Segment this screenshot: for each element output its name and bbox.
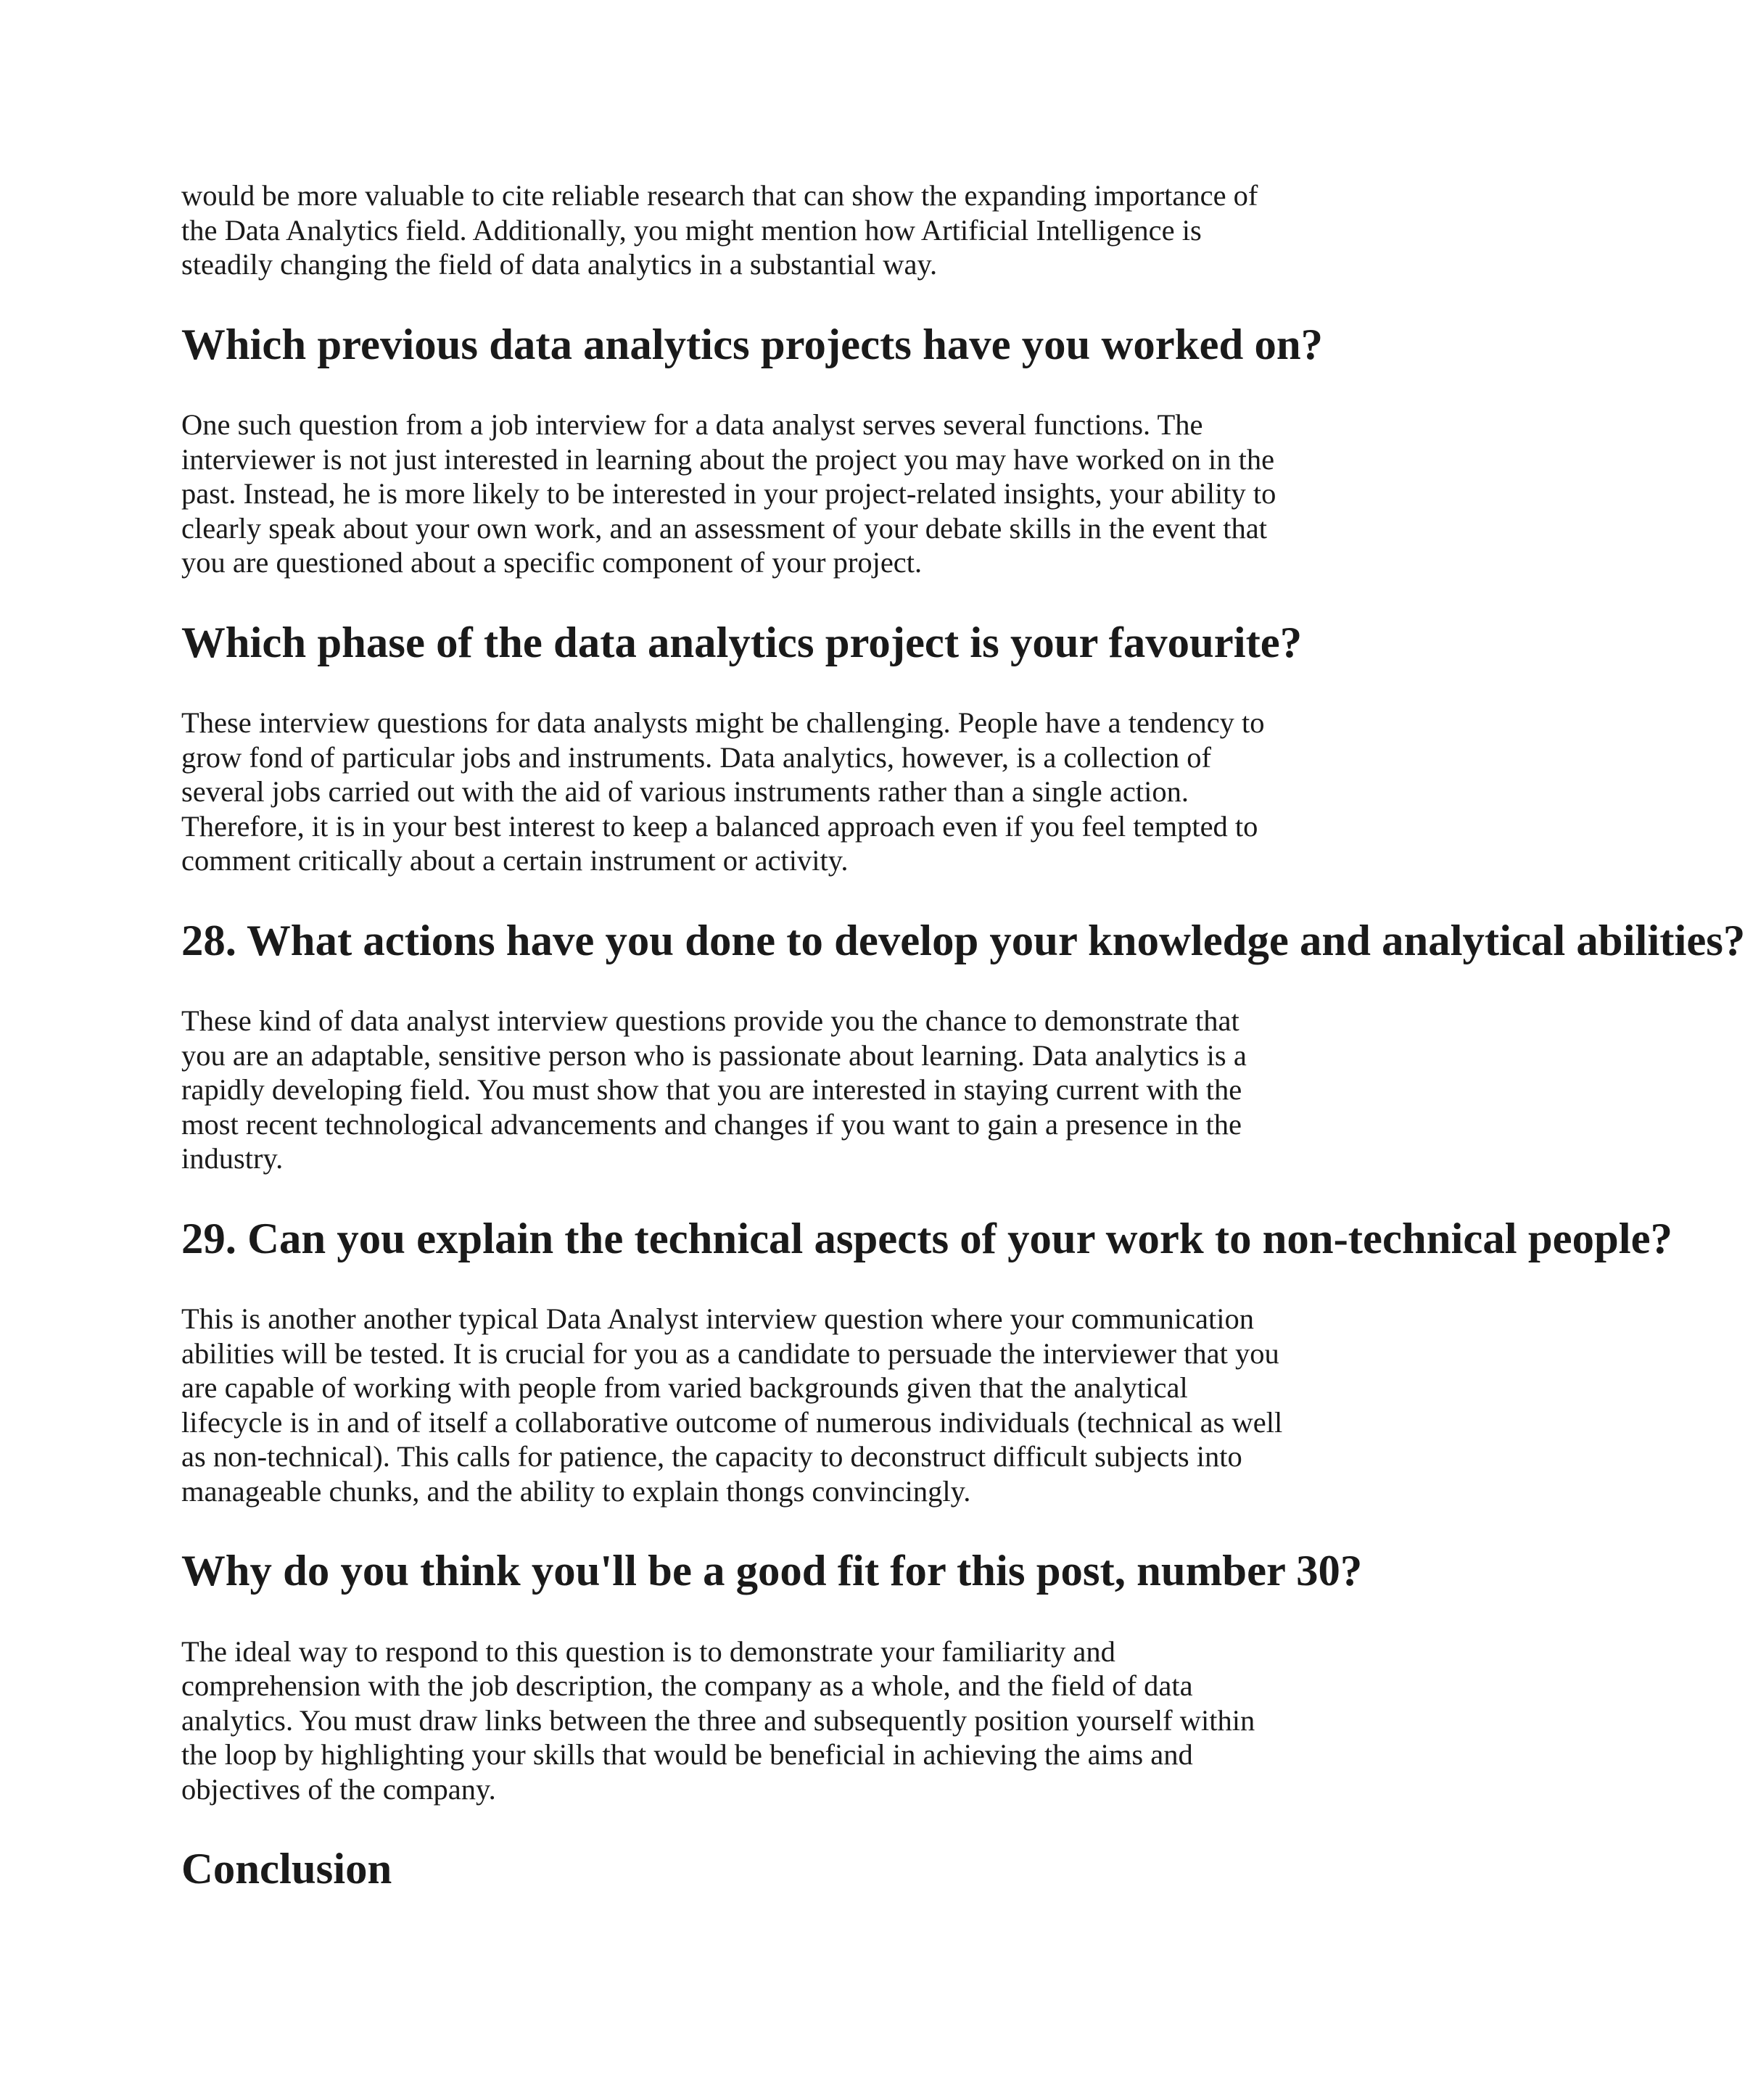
paragraph-previous-projects bbox=[181, 408, 1313, 580]
paragraph-question-29 bbox=[181, 1302, 1313, 1508]
text-line: you are an adaptable, sensitive person who is passionate about learning. Data analytics is a bbox=[181, 1038, 1247, 1072]
heading-favourite-phase bbox=[181, 618, 1313, 667]
heading-text: Which previous data analytics projects have you worked on? bbox=[181, 320, 1323, 369]
text-line: steadily changing the field of data analytics in a substantial way. bbox=[181, 248, 938, 281]
paragraph-question-30 bbox=[181, 1634, 1313, 1807]
text-line: objectives of the company. bbox=[181, 1772, 496, 1806]
text-line: you are questioned about a specific component of your project. bbox=[181, 546, 923, 579]
text-line: rapidly developing field. You must show that you are interested in staying current with the bbox=[181, 1073, 1242, 1106]
heading-text: Conclusion bbox=[181, 1845, 392, 1893]
text-line: The ideal way to respond to this question is to demonstrate your familiarity and bbox=[181, 1634, 1115, 1668]
text-line: are capable of working with people from varied backgrounds given that the analytical bbox=[181, 1371, 1188, 1404]
text-line: would be more valuable to cite reliable research that can show the expanding importance of bbox=[181, 179, 1258, 212]
text-line: This is another another typical Data Analyst interview question where your communication bbox=[181, 1302, 1254, 1335]
heading-previous-projects bbox=[181, 320, 1323, 369]
text-line: These interview questions for data analysts might be challenging. People have a tendency to bbox=[181, 706, 1265, 739]
text-line: abilities will be tested. It is crucial for you as a candidate to persuade the interviewer that you bbox=[181, 1336, 1279, 1370]
text-line: clearly speak about your own work, and an assessment of your debate skills in the event that bbox=[181, 511, 1267, 545]
text-line: comment critically about a certain instrument or activity. bbox=[181, 844, 849, 877]
heading-text: 29. Can you explain the technical aspects of your work to non-technical people? bbox=[181, 1214, 1672, 1263]
text-line: past. Instead, he is more likely to be interested in your project-related insights, your ability to bbox=[181, 477, 1276, 510]
heading-text: Why do you think you'll be a good fit for this post, number 30? bbox=[181, 1547, 1363, 1595]
paragraph-question-28 bbox=[181, 1004, 1313, 1176]
text-line: manageable chunks, and the ability to explain thongs convincingly. bbox=[181, 1474, 971, 1508]
text-line: industry. bbox=[181, 1142, 284, 1175]
heading-text: 28. What actions have you done to develop your knowledge and analytical abilities? bbox=[181, 916, 1745, 965]
text-line: several jobs carried out with the aid of various instruments rather than a single action. bbox=[181, 775, 1189, 808]
text-line: comprehension with the job description, the company as a whole, and the field of data bbox=[181, 1669, 1193, 1702]
text-line: One such question from a job interview for a data analyst serves several functions. The bbox=[181, 408, 1203, 441]
heading-question-28 bbox=[181, 916, 1745, 965]
heading-conclusion bbox=[181, 1845, 1313, 1893]
text-line: interviewer is not just interested in learning about the project you may have worked on in the bbox=[181, 442, 1275, 476]
heading-question-30 bbox=[181, 1547, 1363, 1595]
text-line: the Data Analytics field. Additionally, you might mention how Artificial Intelligence is bbox=[181, 213, 1202, 247]
text-line: as non-technical). This calls for patience, the capacity to deconstruct difficult subjects into bbox=[181, 1440, 1242, 1473]
text-line: grow fond of particular jobs and instruments. Data analytics, however, is a collection of bbox=[181, 740, 1211, 774]
text-line: most recent technological advancements and changes if you want to gain a presence in the bbox=[181, 1107, 1242, 1141]
text-line: Therefore, it is in your best interest to keep a balanced approach even if you feel tempted to bbox=[181, 809, 1258, 843]
text-line: These kind of data analyst interview questions provide you the chance to demonstrate that bbox=[181, 1004, 1239, 1037]
heading-text: Which phase of the data analytics project is your favourite? bbox=[181, 618, 1303, 667]
heading-question-29 bbox=[181, 1214, 1672, 1263]
paragraph-favourite-phase bbox=[181, 706, 1313, 878]
text-line: lifecycle is in and of itself a collaborative outcome of numerous individuals (technical as well bbox=[181, 1405, 1283, 1439]
paragraph-intro bbox=[181, 178, 1313, 282]
document-body bbox=[181, 178, 1745, 1893]
text-line: analytics. You must draw links between the three and subsequently position yourself within bbox=[181, 1703, 1255, 1737]
text-line: the loop by highlighting your skills that would be beneficial in achieving the aims and bbox=[181, 1738, 1193, 1771]
